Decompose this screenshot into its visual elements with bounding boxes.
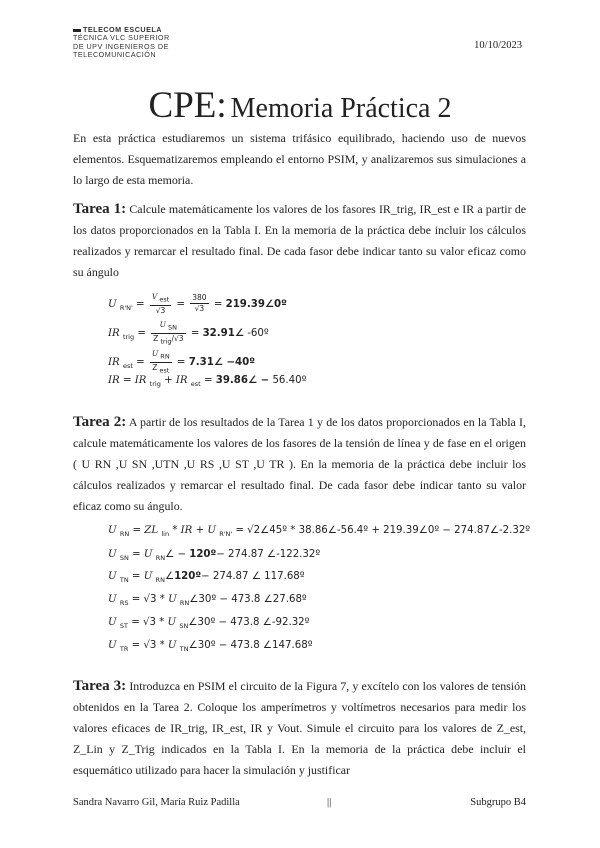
task1-eq2-result: 32.91∠ [202,328,244,339]
page-title [0,84,600,127]
footer-authors: Sandra Navarro Gil, María Ruiz Padilla [73,797,240,808]
task2-equation-6: U $_{TR}$ = √3 * U $_{TN}$∠30º − 473.8 ∠147.68º [108,640,313,654]
task3-label: Tarea 3: [73,678,127,694]
task2-eq6-tail: 473.8 ∠147.68º [230,640,313,651]
task3-paragraph [73,676,526,781]
task2-equation-1: U $_{RN}$ = ZL $_{lin}$ * IR + U $_{R'N'}$ = √2∠45º * 38.86∠-56.4º + 219.39∠0º − 274.87∠-2.32º [108,525,531,539]
task1-equation-2: IR $_{trig}$ = $\frac{U _{SN}}{Z _{trig}/√3}$ = 32.91∠ -60º [108,320,269,345]
logo-line-3: DE UPV INGENIEROS DE [73,41,169,51]
task2-text: A partir de los resultados de la Tarea 1 y de los datos proporcionados en la Tabla I, calcule matemáticamente los valores de los fasores de la tensión de línea y de fase en el origen ( U RN ,U SN ,UTN ,U RS ,U ST ,U TR ). En la memoria de la práctica debe incluir los cálculos realizados y remarcar el resultado final. De cada fasor debe indicar tanto su valor eficaz como su ángulo. [73,415,526,513]
task1-eq4-result: 39.86∠ − [215,375,270,386]
logo-line-2: TÉCNICA VLC SUPERIOR [73,33,170,43]
logo-line-4: TELECOMUNICACIÓN [73,50,157,60]
task1-equation-1: U $_{R'N'}$ = $\frac{V _{est}}{√3}$ = $\frac{380}{√3}$ = 219.39∠0º [108,292,287,315]
task1-equation-4: IR = IR $_{trig}$ + IR $_{est}$ = 39.86∠ − 56.40º [108,375,307,389]
task2-eq3-tail: 274.87 ∠ 117.68º [212,571,305,582]
task2-paragraph [73,412,526,517]
task1-label: Tarea 1: [73,201,127,217]
task3-text: Introduzca en PSIM el circuito de la Figura 7, y excítelo con los valores de tensión obtenidos en la Tarea 2. Coloque los amperímetros y voltímetros necesarios para medir los valores eficaces de IR_trig, IR_est, IR y Vout. Simule el circuito para los valores de Z_est, Z_Lin y Z_Trig indicados en la Tabla I. En la memoria de la práctica debe incluir el esquemático utilizado para hacer la simulación y justificar [73,679,526,777]
task2-equation-5: U $_{ST}$ = √3 * U $_{SN}$∠30º − 473.8 ∠-92.32º [108,617,310,631]
task2-label: Tarea 2: [73,414,127,430]
task1-equation-3: IR $_{est}$ = $\frac{U _{RN}}{Z _{est}}$ = 7.31∠ −40º [108,349,255,374]
footer-separator: || [327,797,332,808]
title-sub: Memoria Práctica 2 [230,93,452,124]
document-date: 10/10/2023 [474,40,522,51]
task1-eq3-result: 7.31∠ −40º [188,357,255,368]
title-main: CPE: [148,85,227,126]
task1-eq4-angle: 56.40º [272,375,307,386]
task1-paragraph [73,199,526,283]
task1-eq1-result: 219.39∠0º [225,298,287,310]
task1-eq2-angle: -60º [247,328,269,339]
task2-eq2-tail: 274.87 ∠-122.32º [228,549,321,560]
task2-eq5-tail: 473.8 ∠-92.32º [230,617,310,628]
task1-text: Calcule matemáticamente los valores de los fasores IR_trig, IR_est e IR a partir de los datos proporcionados en la Tabla I. En la memoria de la práctica debe incluir los cálculos realizados y remarcar el resultado final. De cada fasor debe indicar tanto su valor eficaz como su ángulo [73,202,526,279]
intro-paragraph: En esta práctica estudiaremos un sistema trifásico equilibrado, haciendo uso de nuevos elementos. Esquematizaremos empleando el entorno PSIM, y analizaremos sus simulaciones a lo largo de esta memoria. [73,131,526,187]
task2-equation-4: U $_{RS}$ = √3 * U $_{RN}$∠30º − 473.8 ∠27.68º [108,594,307,608]
task2-equation-3: U $_{TN}$ = U $_{RN}$∠120º− 274.87 ∠ 117.68º [108,571,305,585]
task2-eq4-tail: 473.8 ∠27.68º [231,594,307,605]
logo-mark [73,29,81,32]
task2-eq1-tail: 38.86∠-56.4º + 219.39∠0º − 274.87∠-2.32º [298,525,531,536]
task2-equation-2: U $_{SN}$ = U $_{RN}$∠ − 120º− 274.87 ∠-122.32º [108,549,321,563]
logo-line-1: TELECOM ESCUELA [83,25,162,34]
footer-group: Subgrupo B4 [470,797,526,808]
university-logo [73,26,213,60]
